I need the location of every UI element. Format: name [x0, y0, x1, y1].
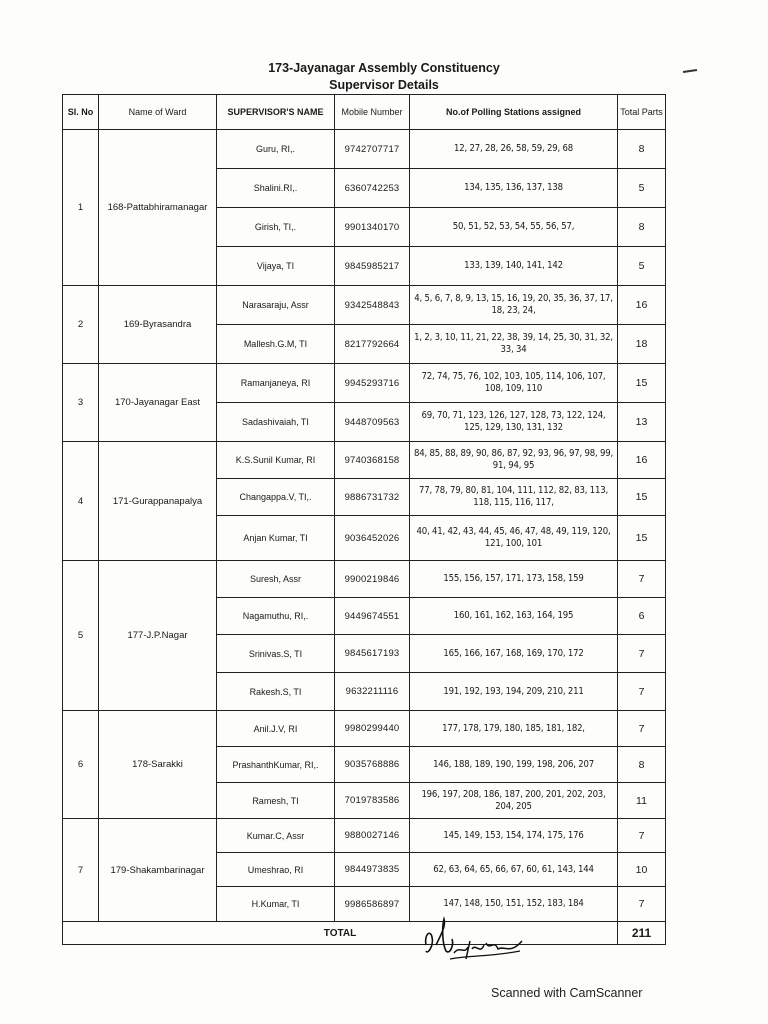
supervisor-name-cell: Anil.J.V, RI [217, 711, 335, 747]
total-parts-cell: 6 [618, 598, 666, 635]
total-parts-cell: 13 [618, 403, 666, 442]
total-parts-cell: 8 [618, 747, 666, 783]
polling-stations-cell: 69, 70, 71, 123, 126, 127, 128, 73, 122, 124, 125, 129, 130, 131, 132 [410, 403, 618, 442]
supervisor-name-cell: H.Kumar, TI [217, 887, 335, 922]
ward-name-cell: 170-Jayanagar East [99, 364, 217, 442]
total-parts-cell: 7 [618, 711, 666, 747]
title-line-2: Supervisor Details [329, 78, 439, 92]
header-mobile: Mobile Number [335, 95, 410, 130]
sl-no-cell: 7 [63, 819, 99, 922]
supervisor-name-cell: Nagamuthu, RI,. [217, 598, 335, 635]
total-row [63, 922, 666, 945]
mobile-number-cell: 9449674551 [335, 598, 410, 635]
polling-stations-cell: 84, 85, 88, 89, 90, 86, 87, 92, 93, 96, 97, 98, 99, 91, 94, 95 [410, 442, 618, 479]
polling-stations-cell: 12, 27, 28, 26, 58, 59, 29, 68 [410, 130, 618, 169]
ward-name-cell: 171-Gurappanapalya [99, 442, 217, 561]
polling-stations-cell: 4, 5, 6, 7, 8, 9, 13, 15, 16, 19, 20, 35, 36, 37, 17, 18, 23, 24, [410, 286, 618, 325]
ward-name-cell: 177-J.P.Nagar [99, 561, 217, 711]
polling-stations-cell: 177, 178, 179, 180, 185, 181, 182, [410, 711, 618, 747]
sl-no-cell: 6 [63, 711, 99, 819]
polling-stations-cell: 134, 135, 136, 137, 138 [410, 169, 618, 208]
total-parts-cell: 7 [618, 635, 666, 673]
supervisor-name-cell: Rakesh.S, TI [217, 673, 335, 711]
mobile-number-cell: 9886731732 [335, 479, 410, 516]
mobile-number-cell: 6360742253 [335, 169, 410, 208]
supervisor-name-cell: Girish, TI,. [217, 208, 335, 247]
table-row [63, 364, 666, 403]
mobile-number-cell: 9740368158 [335, 442, 410, 479]
polling-stations-cell: 145, 149, 153, 154, 174, 175, 176 [410, 819, 618, 853]
header-supervisor: SUPERVISOR'S NAME [217, 95, 335, 130]
supervisor-name-cell: Umeshrao, RI [217, 853, 335, 887]
table-row [63, 561, 666, 598]
total-parts-cell: 8 [618, 208, 666, 247]
table-row [63, 130, 666, 169]
polling-stations-cell: 50, 51, 52, 53, 54, 55, 56, 57, [410, 208, 618, 247]
mobile-number-cell: 9844973835 [335, 853, 410, 887]
supervisor-name-cell: Guru, RI,. [217, 130, 335, 169]
polling-stations-cell: 191, 192, 193, 194, 209, 210, 211 [410, 673, 618, 711]
mobile-number-cell: 9845617193 [335, 635, 410, 673]
header-total-parts: Total Parts [618, 95, 666, 130]
mobile-number-cell: 9986586897 [335, 887, 410, 922]
total-parts-cell: 5 [618, 169, 666, 208]
table-row [63, 711, 666, 747]
supervisor-name-cell: Suresh, Assr [217, 561, 335, 598]
total-parts-cell: 11 [618, 783, 666, 819]
polling-stations-cell: 165, 166, 167, 168, 169, 170, 172 [410, 635, 618, 673]
table-header-row [63, 95, 666, 130]
total-parts-cell: 10 [618, 853, 666, 887]
sl-no-cell: 1 [63, 130, 99, 286]
polling-stations-cell: 146, 188, 189, 190, 199, 198, 206, 207 [410, 747, 618, 783]
supervisor-name-cell: Narasaraju, Assr [217, 286, 335, 325]
supervisor-name-cell: Changappa.V, TI,. [217, 479, 335, 516]
polling-stations-cell: 196, 197, 208, 186, 187, 200, 201, 202, 203, 204, 205 [410, 783, 618, 819]
polling-stations-cell: 160, 161, 162, 163, 164, 195 [410, 598, 618, 635]
total-parts-cell: 7 [618, 819, 666, 853]
mobile-number-cell: 9900219846 [335, 561, 410, 598]
polling-stations-cell: 62, 63, 64, 65, 66, 67, 60, 61, 143, 144 [410, 853, 618, 887]
supervisor-name-cell: Ramanjaneya, RI [217, 364, 335, 403]
supervisor-table [62, 94, 666, 945]
mobile-number-cell: 9448709563 [335, 403, 410, 442]
polling-stations-cell: 155, 156, 157, 171, 173, 158, 159 [410, 561, 618, 598]
polling-stations-cell: 133, 139, 140, 141, 142 [410, 247, 618, 286]
polling-stations-cell: 40, 41, 42, 43, 44, 45, 46, 47, 48, 49, 119, 120, 121, 100, 101 [410, 516, 618, 561]
supervisor-name-cell: Shalini.RI,. [217, 169, 335, 208]
ward-name-cell: 178-Sarakki [99, 711, 217, 819]
supervisor-name-cell: Kumar.C, Assr [217, 819, 335, 853]
mobile-number-cell: 9036452026 [335, 516, 410, 561]
mobile-number-cell: 9035768886 [335, 747, 410, 783]
total-parts-cell: 16 [618, 286, 666, 325]
header-ward: Name of Ward [99, 95, 217, 130]
polling-stations-cell: 147, 148, 150, 151, 152, 183, 184 [410, 887, 618, 922]
scanner-watermark: Scanned with CamScanner [491, 986, 643, 1000]
sl-no-cell: 5 [63, 561, 99, 711]
supervisor-name-cell: PrashanthKumar, RI,. [217, 747, 335, 783]
header-polling-stations: No.of Polling Stations assigned [410, 95, 618, 130]
supervisor-name-cell: Sadashivaiah, TI [217, 403, 335, 442]
total-parts-cell: 15 [618, 364, 666, 403]
total-parts-cell: 15 [618, 516, 666, 561]
table-row [63, 286, 666, 325]
total-value: 211 [618, 922, 666, 945]
ward-name-cell: 168-Pattabhiramanagar [99, 130, 217, 286]
header-sl-no: Sl. No [63, 95, 99, 130]
supervisor-name-cell: Ramesh, TI [217, 783, 335, 819]
mobile-number-cell: 9632211116 [335, 673, 410, 711]
total-parts-cell: 8 [618, 130, 666, 169]
document-title [0, 60, 768, 94]
supervisor-name-cell: Anjan Kumar, TI [217, 516, 335, 561]
ward-name-cell: 169-Byrasandra [99, 286, 217, 364]
mobile-number-cell: 9742707717 [335, 130, 410, 169]
total-parts-cell: 16 [618, 442, 666, 479]
sl-no-cell: 4 [63, 442, 99, 561]
mobile-number-cell: 9880027146 [335, 819, 410, 853]
polling-stations-cell: 1, 2, 3, 10, 11, 21, 22, 38, 39, 14, 25, 30, 31, 32, 33, 34 [410, 325, 618, 364]
total-parts-cell: 18 [618, 325, 666, 364]
mobile-number-cell: 9845985217 [335, 247, 410, 286]
total-label: TOTAL [63, 922, 618, 945]
polling-stations-cell: 72, 74, 75, 76, 102, 103, 105, 114, 106, 107, 108, 109, 110 [410, 364, 618, 403]
mobile-number-cell: 9945293716 [335, 364, 410, 403]
mobile-number-cell: 9342548843 [335, 286, 410, 325]
mobile-number-cell: 7019783586 [335, 783, 410, 819]
table-row [63, 442, 666, 479]
mobile-number-cell: 9980299440 [335, 711, 410, 747]
supervisor-name-cell: Vijaya, TI [217, 247, 335, 286]
table-body [63, 130, 666, 945]
total-parts-cell: 15 [618, 479, 666, 516]
total-parts-cell: 5 [618, 247, 666, 286]
mobile-number-cell: 8217792664 [335, 325, 410, 364]
sl-no-cell: 2 [63, 286, 99, 364]
supervisor-name-cell: Mallesh.G.M, TI [217, 325, 335, 364]
ward-name-cell: 179-Shakambarinagar [99, 819, 217, 922]
title-line-1: 173-Jayanagar Assembly Constituency [268, 61, 500, 75]
table-row [63, 819, 666, 853]
supervisor-name-cell: Srinivas.S, TI [217, 635, 335, 673]
polling-stations-cell: 77, 78, 79, 80, 81, 104, 111, 112, 82, 83, 113, 118, 115, 116, 117, [410, 479, 618, 516]
total-parts-cell: 7 [618, 561, 666, 598]
mobile-number-cell: 9901340170 [335, 208, 410, 247]
sl-no-cell: 3 [63, 364, 99, 442]
signature [420, 915, 530, 975]
supervisor-name-cell: K.S.Sunil Kumar, RI [217, 442, 335, 479]
total-parts-cell: 7 [618, 673, 666, 711]
total-parts-cell: 7 [618, 887, 666, 922]
